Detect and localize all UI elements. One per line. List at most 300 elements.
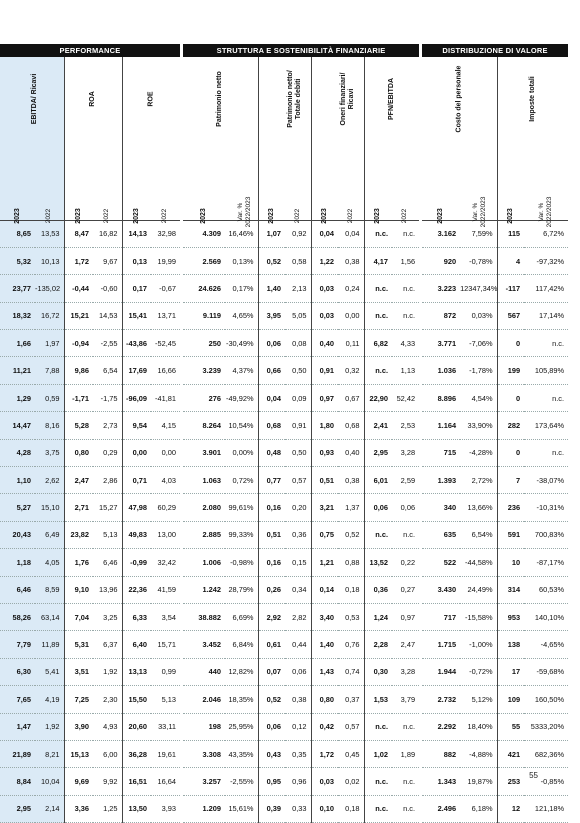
table-cell: 1,92 — [35, 713, 64, 740]
table-cell: 99,33% — [225, 521, 258, 548]
table-cell: 0,03 — [311, 275, 338, 302]
table-cell: 10 — [497, 549, 524, 576]
table-cell: -30,49% — [225, 330, 258, 357]
table-cell: 5,27 — [0, 494, 35, 521]
table-cell: 55 — [497, 713, 524, 740]
table-cell: 9,86 — [64, 357, 93, 384]
table-cell: 2.732 — [422, 686, 460, 713]
table-cell: 1.393 — [422, 467, 460, 494]
table-cell: 0,38 — [285, 686, 311, 713]
table-cell: 0,61 — [258, 631, 285, 658]
table-cell: 1,92 — [93, 658, 122, 685]
table-cell: 1,47 — [0, 713, 35, 740]
table-row — [0, 521, 568, 548]
table-cell: 0,72% — [225, 467, 258, 494]
table-cell: 4,93 — [93, 713, 122, 740]
table-cell: 0,27 — [392, 576, 419, 603]
metric-costo: Costo del personale — [455, 65, 463, 132]
table-cell: 6,37 — [93, 631, 122, 658]
table-cell: 9,67 — [93, 247, 122, 274]
table-cell: 0,26 — [258, 576, 285, 603]
table-cell: 3,93 — [151, 795, 180, 822]
table-cell: -44,58% — [460, 549, 497, 576]
table-cell: -1,00% — [460, 631, 497, 658]
metric-imposte: Imposte totali — [497, 57, 568, 140]
table-cell: 522 — [422, 549, 460, 576]
table-cell: 8,84 — [0, 768, 35, 795]
year-header: 2023 — [437, 207, 445, 224]
table-cell: 2.569 — [183, 247, 225, 274]
table-cell: 0,91 — [311, 357, 338, 384]
table-cell: 1,40 — [311, 631, 338, 658]
table-cell: 0,40 — [338, 439, 364, 466]
table-cell: 6,54 — [93, 357, 122, 384]
table-cell: 0,97 — [392, 603, 419, 630]
table-cell: 13,50 — [122, 795, 151, 822]
year-header: 2023 — [364, 140, 392, 220]
table-cell: 99,61% — [225, 494, 258, 521]
table-cell: 0,66 — [258, 357, 285, 384]
table-cell: 0,36 — [285, 521, 311, 548]
table-cell: 5,13 — [151, 686, 180, 713]
table-row — [0, 795, 568, 822]
table-cell: -15,58% — [460, 603, 497, 630]
table-cell: 5,41 — [35, 658, 64, 685]
table-cell: 2,47 — [64, 467, 93, 494]
table-cell: 5333,20% — [524, 713, 568, 740]
year-header: 2022 — [293, 208, 301, 223]
table-cell: 0,20 — [285, 494, 311, 521]
table-cell: 20,43 — [0, 521, 35, 548]
table-cell: 0,40 — [311, 330, 338, 357]
table-cell: 24,49% — [460, 576, 497, 603]
table-cell: 16,66 — [151, 357, 180, 384]
table-cell: 920 — [422, 247, 460, 274]
table-cell: 3.430 — [422, 576, 460, 603]
table-row — [0, 549, 568, 576]
table-cell: 4,33 — [392, 330, 419, 357]
table-cell: 1.715 — [422, 631, 460, 658]
table-cell: 0,92 — [285, 220, 311, 247]
table-cell: 0,30 — [364, 658, 392, 685]
table-cell: 3,36 — [64, 795, 93, 822]
table-cell: -0,67 — [151, 275, 180, 302]
table-cell: n.c. — [392, 768, 419, 795]
table-cell: 6,54% — [460, 521, 497, 548]
table-cell: 3,75 — [35, 439, 64, 466]
group-performance: PERFORMANCE — [0, 44, 180, 57]
table-row — [0, 603, 568, 630]
table-cell: n.c. — [364, 521, 392, 548]
table-cell: 0,13 — [122, 247, 151, 274]
table-cell: 1,43 — [311, 658, 338, 685]
table-cell: 19,61 — [151, 740, 180, 767]
table-cell: -1,71 — [64, 384, 93, 411]
table-cell: -0,44 — [64, 275, 93, 302]
table-cell: 3,51 — [64, 658, 93, 685]
table-cell: 1,21 — [311, 549, 338, 576]
table-cell: 1.944 — [422, 658, 460, 685]
table-cell: 15,27 — [93, 494, 122, 521]
table-cell: 18,32 — [0, 302, 35, 329]
table-cell: 63,14 — [35, 603, 64, 630]
table-cell: 17,69 — [122, 357, 151, 384]
table-cell: 3,79 — [392, 686, 419, 713]
table-cell: 4,28 — [0, 439, 35, 466]
table-cell: 13,52 — [364, 549, 392, 576]
table-cell: -41,81 — [151, 384, 180, 411]
table-cell: 13,96 — [93, 576, 122, 603]
table-cell: 32,42 — [151, 549, 180, 576]
table-cell: 3,28 — [392, 658, 419, 685]
table-cell: 8,47 — [64, 220, 93, 247]
table-cell: 2,86 — [93, 467, 122, 494]
table-cell: 0,18 — [338, 795, 364, 822]
table-cell: 18,35% — [225, 686, 258, 713]
table-cell: 2,13 — [285, 275, 311, 302]
table-cell: 0,09 — [285, 384, 311, 411]
table-cell: 0,99 — [151, 658, 180, 685]
table-cell: 38.882 — [183, 603, 225, 630]
table-cell: 1.164 — [422, 412, 460, 439]
table-cell: 1,13 — [392, 357, 419, 384]
table-cell: 2,82 — [285, 603, 311, 630]
table-cell: 250 — [183, 330, 225, 357]
table-cell: 682,36% — [524, 740, 568, 767]
table-cell: 1,10 — [0, 467, 35, 494]
metric-roe: ROE — [122, 57, 180, 140]
table-row — [0, 330, 568, 357]
table-cell: 4 — [497, 247, 524, 274]
table-cell: 2,95 — [0, 795, 35, 822]
table-cell: 6,82 — [364, 330, 392, 357]
table-cell: 6,18% — [460, 795, 497, 822]
table-cell: 24.626 — [183, 275, 225, 302]
table-row — [0, 576, 568, 603]
table-cell: 0,95 — [258, 768, 285, 795]
table-cell: 33,11 — [151, 713, 180, 740]
table-cell: 1,07 — [258, 220, 285, 247]
table-cell: 3,25 — [93, 603, 122, 630]
table-cell: 0,74 — [338, 658, 364, 685]
year-header: 2023 — [258, 140, 285, 220]
table-cell: 0,68 — [338, 412, 364, 439]
table-cell: 2,41 — [364, 412, 392, 439]
table-cell: 1.242 — [183, 576, 225, 603]
table-cell: -0,72% — [460, 658, 497, 685]
table-cell: 3,28 — [392, 439, 419, 466]
table-cell: 0,00 — [151, 439, 180, 466]
table-cell: -87,17% — [524, 549, 568, 576]
table-cell: 0,58 — [285, 247, 311, 274]
table-cell: 3,90 — [64, 713, 93, 740]
table-cell: n.c. — [392, 302, 419, 329]
table-cell: 0,43 — [258, 740, 285, 767]
table-cell: n.c. — [364, 713, 392, 740]
table-cell: 28,79% — [225, 576, 258, 603]
table-cell: 2,73 — [93, 412, 122, 439]
table-cell: 16,64 — [151, 768, 180, 795]
table-cell: 3.901 — [183, 439, 225, 466]
table-cell: -52,45 — [151, 330, 180, 357]
table-cell: 115 — [497, 220, 524, 247]
table-cell: 23,82 — [64, 521, 93, 548]
table-cell: 2,62 — [35, 467, 64, 494]
table-cell: 0,53 — [338, 603, 364, 630]
table-cell: n.c. — [392, 275, 419, 302]
table-cell: 6,01 — [364, 467, 392, 494]
table-cell: 4,05 — [35, 549, 64, 576]
table-cell: 17 — [497, 658, 524, 685]
table-cell: 5,31 — [64, 631, 93, 658]
table-cell: -0,60 — [93, 275, 122, 302]
table-cell: -59,68% — [524, 658, 568, 685]
table-cell: 6,00 — [93, 740, 122, 767]
table-cell: 0,76 — [338, 631, 364, 658]
table-cell: 12347,34% — [460, 275, 497, 302]
table-cell: 1,72 — [311, 740, 338, 767]
table-cell: 440 — [183, 658, 225, 685]
table-cell: 160,50% — [524, 686, 568, 713]
metric-oneri: Oneri finanziari/ Ricavi — [311, 57, 364, 140]
table-cell: -0,78% — [460, 247, 497, 274]
table-cell: 3,40 — [311, 603, 338, 630]
table-cell: 9,69 — [64, 768, 93, 795]
table-cell: 4,15 — [151, 412, 180, 439]
table-cell: 3.771 — [422, 330, 460, 357]
table-cell: 2.046 — [183, 686, 225, 713]
table-cell: 1,97 — [35, 330, 64, 357]
table-cell: 0,50 — [285, 357, 311, 384]
table-cell: 7,88 — [35, 357, 64, 384]
table-cell: 19,87% — [460, 768, 497, 795]
table-cell: 2,30 — [93, 686, 122, 713]
table-cell: 2.885 — [183, 521, 225, 548]
table-cell: 109 — [497, 686, 524, 713]
table-cell: 0,06 — [258, 713, 285, 740]
table-cell: 16,46% — [225, 220, 258, 247]
table-cell: 105,89% — [524, 357, 568, 384]
table-cell: 9,92 — [93, 768, 122, 795]
year-header: 2023 — [122, 140, 151, 220]
table-cell: 0,06 — [285, 658, 311, 685]
table-cell: 4.309 — [183, 220, 225, 247]
table-cell: -4,88% — [460, 740, 497, 767]
table-cell: 2.080 — [183, 494, 225, 521]
table-cell: 0,57 — [285, 467, 311, 494]
table-cell: 0,50 — [285, 439, 311, 466]
table-cell: 8,59 — [35, 576, 64, 603]
table-cell: 700,83% — [524, 521, 568, 548]
table-cell: n.c. — [364, 768, 392, 795]
table-cell: 1,18 — [0, 549, 35, 576]
table-cell: 567 — [497, 302, 524, 329]
table-cell: 8,16 — [35, 412, 64, 439]
table-cell: -2,55% — [225, 768, 258, 795]
table-cell: 0,03 — [311, 768, 338, 795]
group-distribuzione: DISTRIBUZIONE DI VALORE — [422, 44, 568, 57]
table-cell: 0,44 — [285, 631, 311, 658]
metric-roa: ROA — [64, 57, 122, 140]
table-cell: 1.343 — [422, 768, 460, 795]
table-cell: -0,85% — [524, 768, 568, 795]
table-cell: 0,00 — [338, 302, 364, 329]
table-cell: 41,59 — [151, 576, 180, 603]
table-row — [0, 713, 568, 740]
table-cell: 0,03% — [460, 302, 497, 329]
table-cell: 0,52 — [338, 521, 364, 548]
table-cell: -4,65% — [524, 631, 568, 658]
table-cell: 10,04 — [35, 768, 64, 795]
table-cell: -0,99 — [122, 549, 151, 576]
table-row — [0, 467, 568, 494]
table-cell: 33,90% — [460, 412, 497, 439]
table-cell: 0,71 — [122, 467, 151, 494]
year-header: 2023 — [0, 140, 35, 220]
table-cell: -49,92% — [225, 384, 258, 411]
table-cell: 0,51 — [258, 521, 285, 548]
table-cell: 0,18 — [338, 576, 364, 603]
table-cell: 13,13 — [122, 658, 151, 685]
table-cell: 0 — [497, 384, 524, 411]
table-cell: 0,03 — [311, 302, 338, 329]
table-cell: 3,21 — [311, 494, 338, 521]
table-cell: 0,68 — [258, 412, 285, 439]
table-cell: 1,25 — [93, 795, 122, 822]
table-cell: 22,36 — [122, 576, 151, 603]
table-cell: 0,04 — [258, 384, 285, 411]
table-cell: 0,07 — [258, 658, 285, 685]
table-cell: 12 — [497, 795, 524, 822]
table-cell: 8,21 — [35, 740, 64, 767]
table-row — [0, 247, 568, 274]
year-header: 2022 — [161, 208, 169, 223]
table-row — [0, 302, 568, 329]
table-cell: 0,35 — [285, 740, 311, 767]
table-cell: 0,80 — [311, 686, 338, 713]
table-cell: -97,32% — [524, 247, 568, 274]
table-cell: 0,93 — [311, 439, 338, 466]
table-cell: 0,91 — [285, 412, 311, 439]
table-cell: 6,46 — [0, 576, 35, 603]
table-cell: 0,15 — [285, 549, 311, 576]
table-cell: 0,38 — [338, 467, 364, 494]
table-cell: 19,99 — [151, 247, 180, 274]
table-cell: 2,92 — [258, 603, 285, 630]
table-cell: 3.162 — [422, 220, 460, 247]
table-row — [0, 631, 568, 658]
table-cell: 2,47 — [392, 631, 419, 658]
table-cell: 0,75 — [311, 521, 338, 548]
table-cell: -4,28% — [460, 439, 497, 466]
table-cell: 13,71 — [151, 302, 180, 329]
table-cell: 10,54% — [225, 412, 258, 439]
table-cell: 0,29 — [93, 439, 122, 466]
table-cell: 21,89 — [0, 740, 35, 767]
table-cell: 199 — [497, 357, 524, 384]
table-cell: -2,55 — [93, 330, 122, 357]
group-struttura: STRUTTURA E SOSTENIBILITÀ FINANZIARIE — [183, 44, 419, 57]
table-cell: -38,07% — [524, 467, 568, 494]
year-header: 2022 — [103, 208, 111, 223]
table-cell: 1,76 — [64, 549, 93, 576]
table-cell: 0,52 — [258, 686, 285, 713]
table-cell: 0,04 — [311, 220, 338, 247]
table-cell: n.c. — [524, 384, 568, 411]
table-cell: 173,64% — [524, 412, 568, 439]
table-cell: 36,28 — [122, 740, 151, 767]
table-cell: 282 — [497, 412, 524, 439]
table-cell: 2.496 — [422, 795, 460, 822]
table-cell: 872 — [422, 302, 460, 329]
table-cell: 7,59% — [460, 220, 497, 247]
table-cell: 14,47 — [0, 412, 35, 439]
table-cell: 882 — [422, 740, 460, 767]
table-cell: n.c. — [364, 302, 392, 329]
table-cell: 16,72 — [35, 302, 64, 329]
table-cell: 0,22 — [392, 549, 419, 576]
year-header: 2023 — [200, 207, 208, 224]
table-cell: 25,95% — [225, 713, 258, 740]
page-number: 55 — [529, 771, 538, 780]
table-cell: 1,22 — [311, 247, 338, 274]
table-cell: 0,57 — [338, 713, 364, 740]
table-cell: 0,33 — [285, 795, 311, 822]
table-cell: 8.264 — [183, 412, 225, 439]
table-cell: 15,10 — [35, 494, 64, 521]
year-header: 2022 — [346, 208, 354, 223]
table-cell: 8.896 — [422, 384, 460, 411]
table-cell: 4,19 — [35, 686, 64, 713]
table-cell: n.c. — [392, 521, 419, 548]
table-cell: 0,88 — [338, 549, 364, 576]
table-cell: 2,53 — [392, 412, 419, 439]
metric-ebitda: EBITDA/ Ricavi — [0, 57, 64, 140]
table-cell: 0 — [497, 330, 524, 357]
table-cell: n.c. — [364, 275, 392, 302]
table-cell: 2.292 — [422, 713, 460, 740]
table-cell: 4,54% — [460, 384, 497, 411]
table-row — [0, 686, 568, 713]
table-cell: 0,12 — [285, 713, 311, 740]
table-cell: 1,29 — [0, 384, 35, 411]
table-cell: 0,67 — [338, 384, 364, 411]
table-cell: 3.452 — [183, 631, 225, 658]
var-header: Var. % 2022/2023 — [472, 196, 488, 227]
table-cell: 340 — [422, 494, 460, 521]
table-cell: 953 — [497, 603, 524, 630]
table-cell: 0,17% — [225, 275, 258, 302]
table-cell: 0,17 — [122, 275, 151, 302]
table-cell: 13,53 — [35, 220, 64, 247]
table-cell: 1.006 — [183, 549, 225, 576]
table-cell: -117 — [497, 275, 524, 302]
table-cell: 3.223 — [422, 275, 460, 302]
table-cell: 14,13 — [122, 220, 151, 247]
table-cell: 0,51 — [311, 467, 338, 494]
table-cell: 15,41 — [122, 302, 151, 329]
table-cell: 11,89 — [35, 631, 64, 658]
table-cell: 3.239 — [183, 357, 225, 384]
table-cell: n.c. — [364, 220, 392, 247]
table-cell: 715 — [422, 439, 460, 466]
table-cell: 1.209 — [183, 795, 225, 822]
table-cell: 4,03 — [151, 467, 180, 494]
table-cell: 1,66 — [0, 330, 35, 357]
table-cell: 635 — [422, 521, 460, 548]
metric-pn-debiti: Patrimonio netto/ Totale debiti — [258, 57, 311, 140]
table-cell: 117,42% — [524, 275, 568, 302]
